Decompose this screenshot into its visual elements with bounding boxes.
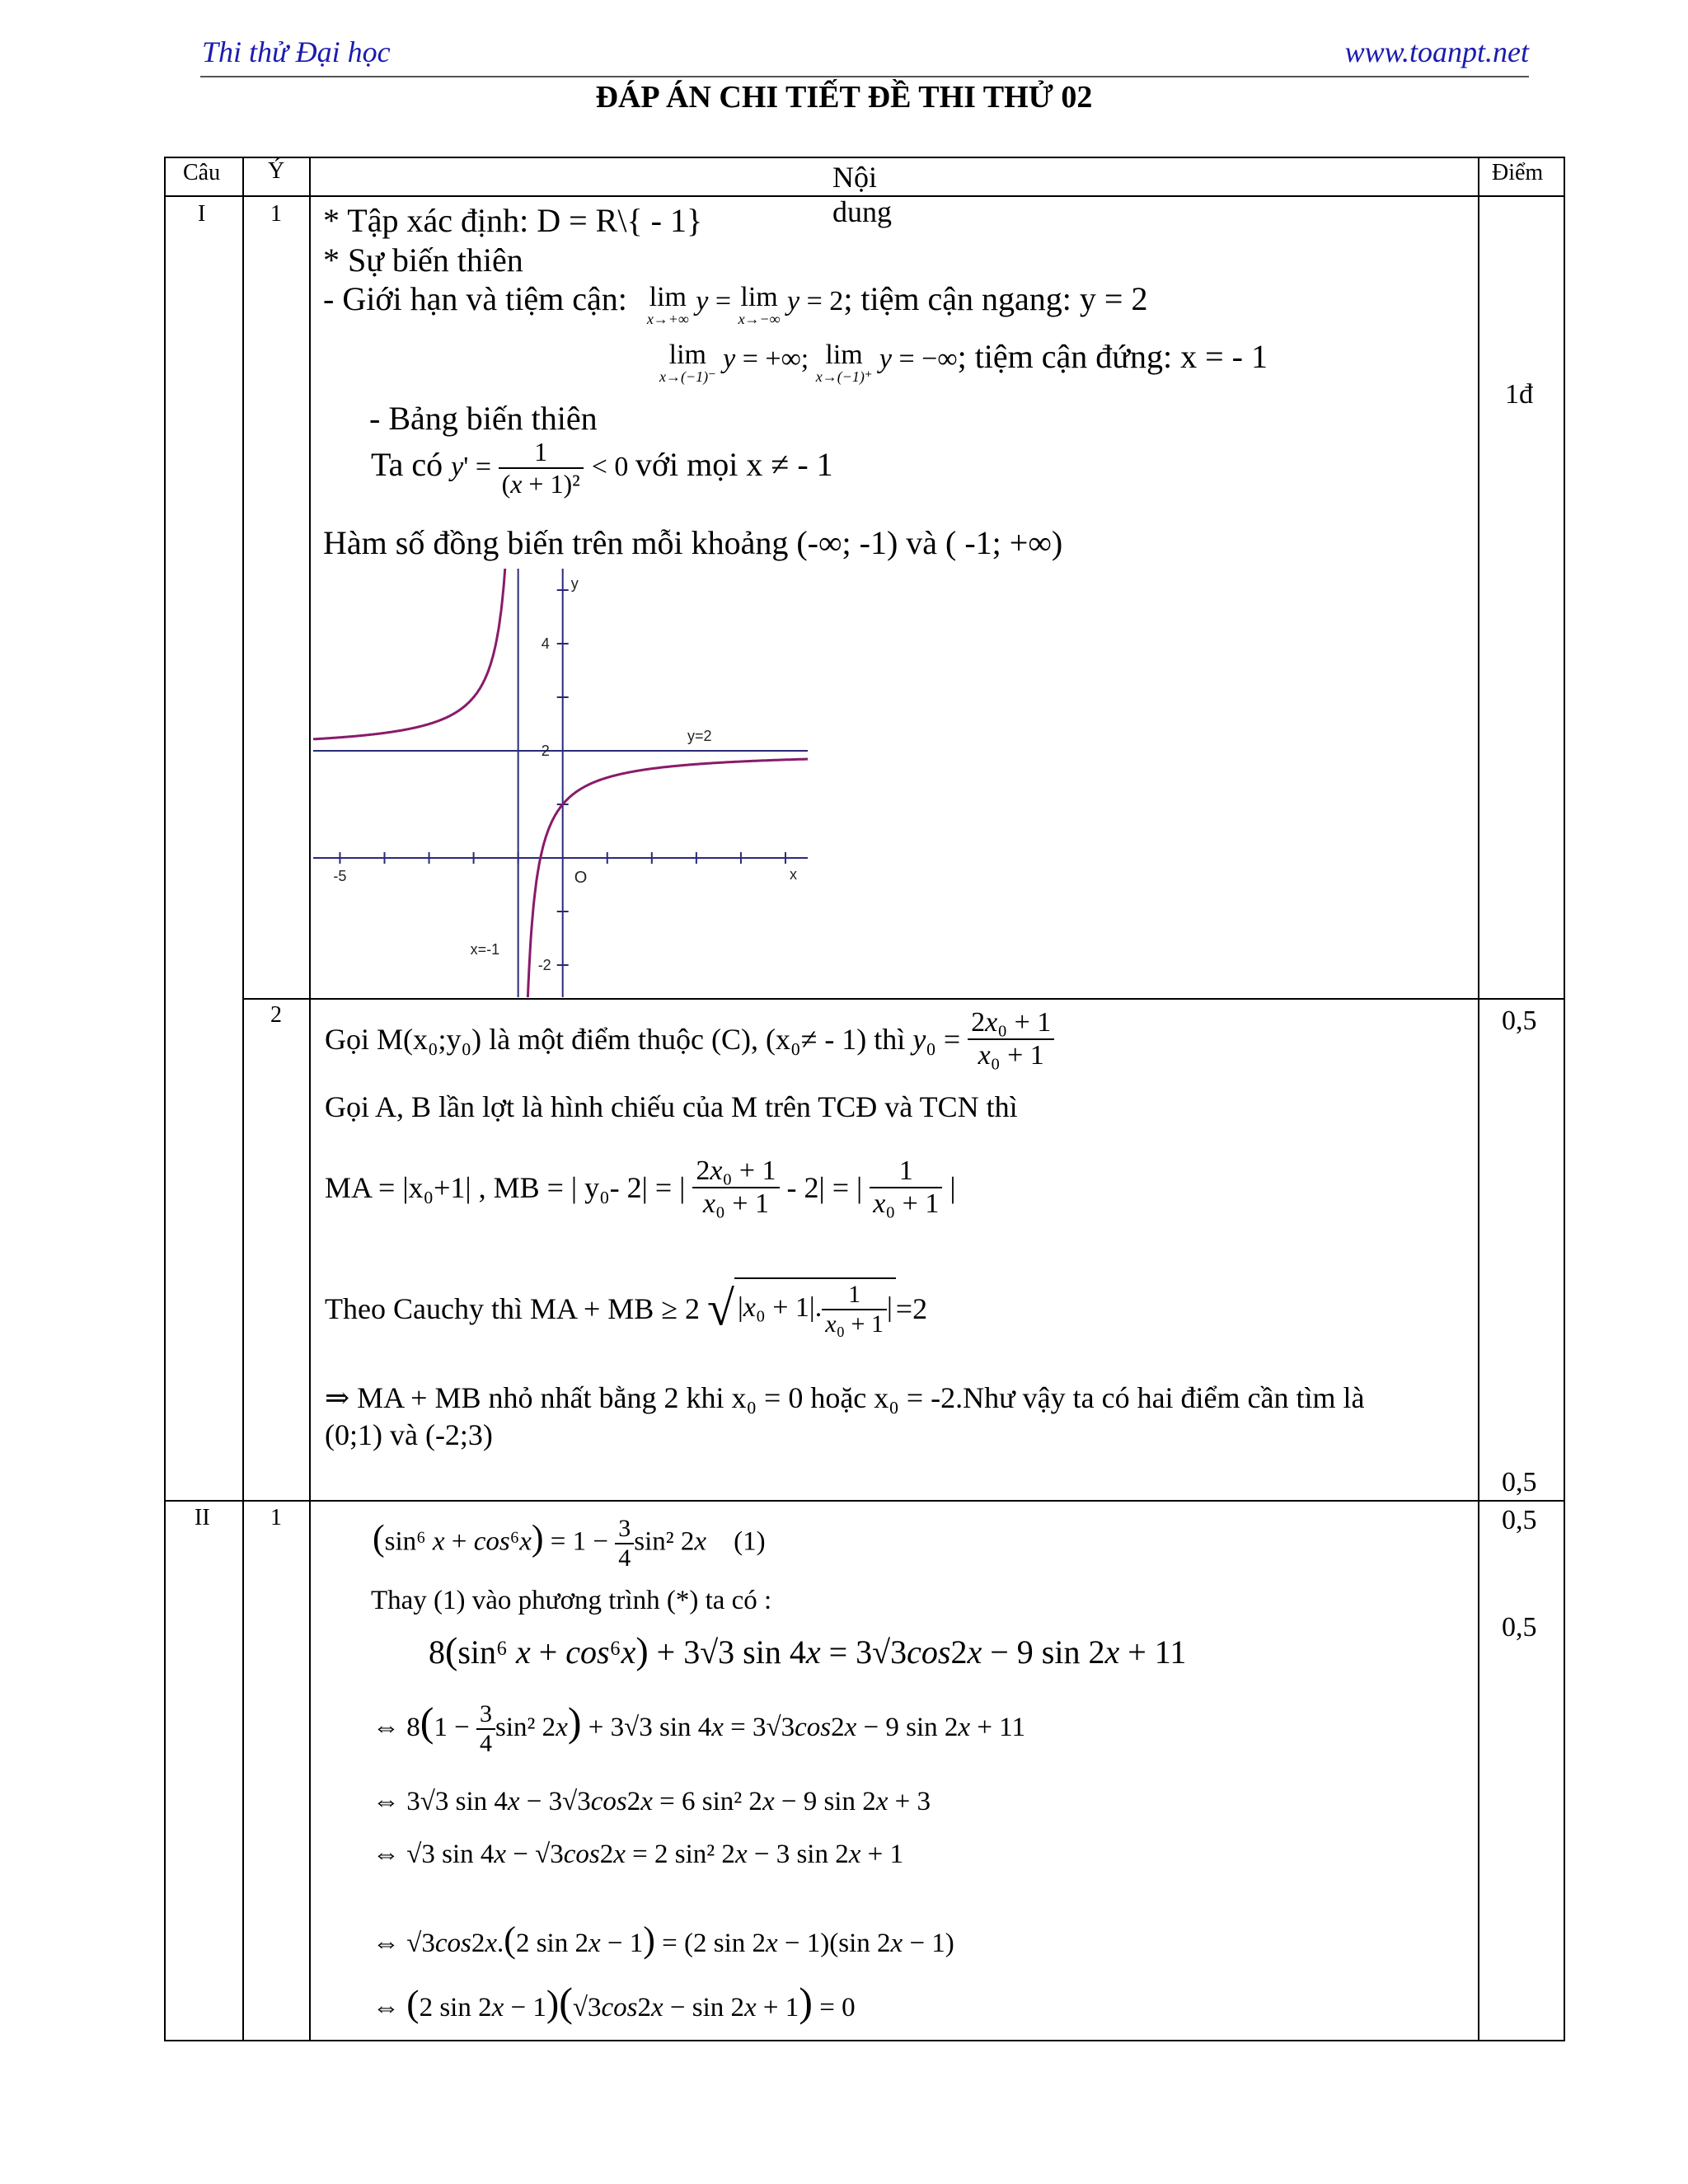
horizontal-asymptote-text: ; tiệm cận ngang: y = 2 (843, 280, 1148, 318)
monotonic-conclusion: Hàm số đồng biến trên mỗi khoảng (-∞; -1) và ( -1; +∞) (323, 524, 1063, 561)
x-tick-label-neg5: -5 (333, 868, 347, 884)
cauchy-text: Theo Cauchy thì MA + MB ≥ 2 (325, 1292, 701, 1325)
row-y-label: 1 (270, 1505, 282, 1530)
substitution-line: Thay (1) vào phương trình (*) ta có : (371, 1586, 772, 1615)
point-m-text: Gọi M(x₀;y₀) là một điểm thuộc (C), (x₀≠ - 1) thì (325, 1023, 906, 1056)
y-tick-label-neg2: -2 (537, 957, 551, 973)
col-header-diem: Điểm (1492, 160, 1544, 185)
table-row-divider (242, 998, 1565, 1000)
vertical-asymptote-label: x=-1 (470, 941, 500, 958)
score: 1đ (1505, 379, 1533, 410)
table-border-top (164, 157, 1565, 158)
table-border-bottom (164, 2040, 1565, 2041)
ma-mb-text: MA = |x₀+1| , MB = | y₀- 2| = | (325, 1171, 686, 1204)
x-axis-label: x (790, 866, 797, 883)
row-y-label: 2 (270, 1002, 282, 1028)
col-header-noidung: Nội dung (832, 161, 892, 228)
function-graph (313, 569, 808, 997)
derivative-fraction: $\frac{1}{\text{(x + 1)²}}$ (499, 437, 584, 499)
vertical-asymptote-text: ; tiệm cận đứng: x = - 1 (957, 338, 1268, 376)
table-col-divider (1478, 157, 1479, 2041)
answer-points: (0;1) và (-2;3) (325, 1418, 493, 1451)
limit-expression: lim x→+∞ (646, 282, 689, 327)
table-col-divider (309, 157, 311, 2041)
cauchy-result: =2 (895, 1292, 928, 1325)
header-rule (200, 76, 1529, 77)
y-tick-label-4: 4 (541, 635, 550, 652)
equation-step-4: ⇔ √3 sin 4x − √3cos2x = 2 sin² 2x − 3 sin 2x + 1 (373, 1840, 903, 1869)
score: 0,5 (1502, 1467, 1537, 1497)
y-tick-label-2: 2 (541, 743, 550, 759)
ma-mb-mid: - 2| = | (786, 1171, 863, 1204)
variation-heading: * Sự biến thiên (323, 241, 523, 279)
mb-fraction: $\frac{\text{2x₀ + 1}}{\text{x₀ + 1}}$ (692, 1155, 779, 1220)
derivative-line: Ta có y' = $\frac{1}{\text{(x + 1)²}}$ < 0 với mọi x ≠ - 1 (371, 437, 833, 499)
equation-step-5: ⇔ √3cos2x.(2 sin 2x − 1) = (2 sin 2x − 1)(sin 2x − 1) (373, 1919, 954, 1960)
table-border-left (164, 157, 166, 2041)
ma-mb-line (325, 1155, 956, 1220)
score: 0,5 (1502, 1612, 1537, 1643)
identity-line: (sin⁶ x + cos⁶x) = 1 − $\frac{3}{4}$ sin² 2x (1) (373, 1515, 766, 1572)
derivative-condition: với mọi x ≠ - 1 (635, 446, 833, 484)
col-header-y: Ý (268, 158, 285, 184)
curve-left-branch (313, 569, 507, 739)
cauchy-line: Theo Cauchy thì MA + MB ≥ 2 √ |x₀ + 1|. $\frac{1}{\text{x₀ + 1}}$ | =2 (325, 1277, 927, 1340)
limits-line-2: lim x→(−1)⁻ y = +∞; lim x→(−1)⁺ y = −∞; tiệm cận đứng: x = - 1 (659, 336, 1268, 384)
limit-expression: lim x→−∞ (738, 282, 781, 327)
table-col-divider (242, 157, 244, 2041)
horizontal-asymptote-label: y=2 (687, 728, 712, 744)
equation-step-3: ⇔ 3√3 sin 4x − 3√3cos2x = 6 sin² 2x − 9 sin 2x + 3 (373, 1787, 931, 1816)
score: 0,5 (1502, 1005, 1537, 1036)
equation-step-1: 8(sin⁶ x + cos⁶x) + 3√3 sin 4x = 3√3cos2x − 9 sin 2x + 11 (429, 1629, 1187, 1671)
header-left: Thi thử Đại học (202, 35, 391, 68)
y0-fraction: $\frac{\text{2x₀ + 1}}{\text{x₀ + 1}}$ (968, 1007, 1054, 1071)
projection-line: Gọi A, B lần lợt là hình chiếu của M trên TCĐ và TCN thì (325, 1090, 1018, 1123)
equation-step-6: ⇔ (2 sin 2x − 1)(√3cos2x − sin 2x + 1) = 0 (373, 1979, 856, 2025)
limit-expression: lim x→(−1)⁺ (815, 340, 873, 385)
y-axis-label: y (570, 575, 579, 592)
col-header-cau: Câu (183, 160, 221, 185)
graph-layer (313, 569, 808, 997)
row-cau-label: I (198, 201, 206, 227)
table-row-divider (164, 1500, 1565, 1502)
ma-mb-end: | (950, 1171, 956, 1204)
minimum-conclusion: ⇒ MA + MB nhỏ nhất bằng 2 khi x₀ = 0 hoặc x₀ = -2.Như vậy ta có hai điểm cần tìm là (325, 1381, 1365, 1414)
point-m-line: Gọi M(x₀;y₀) là một điểm thuộc (C), (x₀≠ - 1) thì y₀ = $\frac{\text{2x₀ + 1}}{\text{x₀ + 1}}$ (325, 1007, 1054, 1071)
score: 0,5 (1502, 1505, 1537, 1535)
curve-right-branch (527, 759, 808, 997)
page-title: ĐÁP ÁN CHI TIẾT ĐỀ THI THỬ 02 (595, 80, 1093, 115)
equation-step-2: ⇔ 8(1 − $\frac{3}{4}$ sin² 2x) + 3√3 sin 4x = 3√3cos2x − 9 sin 2x + 11 (373, 1699, 1025, 1758)
derivative-intro: Ta có (371, 446, 443, 484)
header-right: www.toanpt.net (1344, 35, 1529, 68)
domain-line: * Tập xác định: D = R\{ - 1} (323, 202, 703, 239)
limits-label: - Giới hạn và tiệm cận: (323, 280, 627, 318)
mb-simplified-fraction: $\frac{1}{\text{x₀ + 1}}$ (870, 1155, 942, 1220)
table-border-right (1564, 157, 1565, 2041)
origin-label: O (574, 869, 588, 887)
limits-line-1: - Giới hạn và tiệm cận: lim x→+∞ y = lim x→−∞ y = 2; tiệm cận ngang: y = 2 (323, 279, 1147, 326)
row-cau-label: II (195, 1505, 210, 1530)
variation-table-label: - Bảng biến thiên (369, 400, 598, 437)
limit-expression: lim x→(−1)⁻ (659, 340, 716, 385)
row-y-label: 1 (270, 201, 282, 227)
